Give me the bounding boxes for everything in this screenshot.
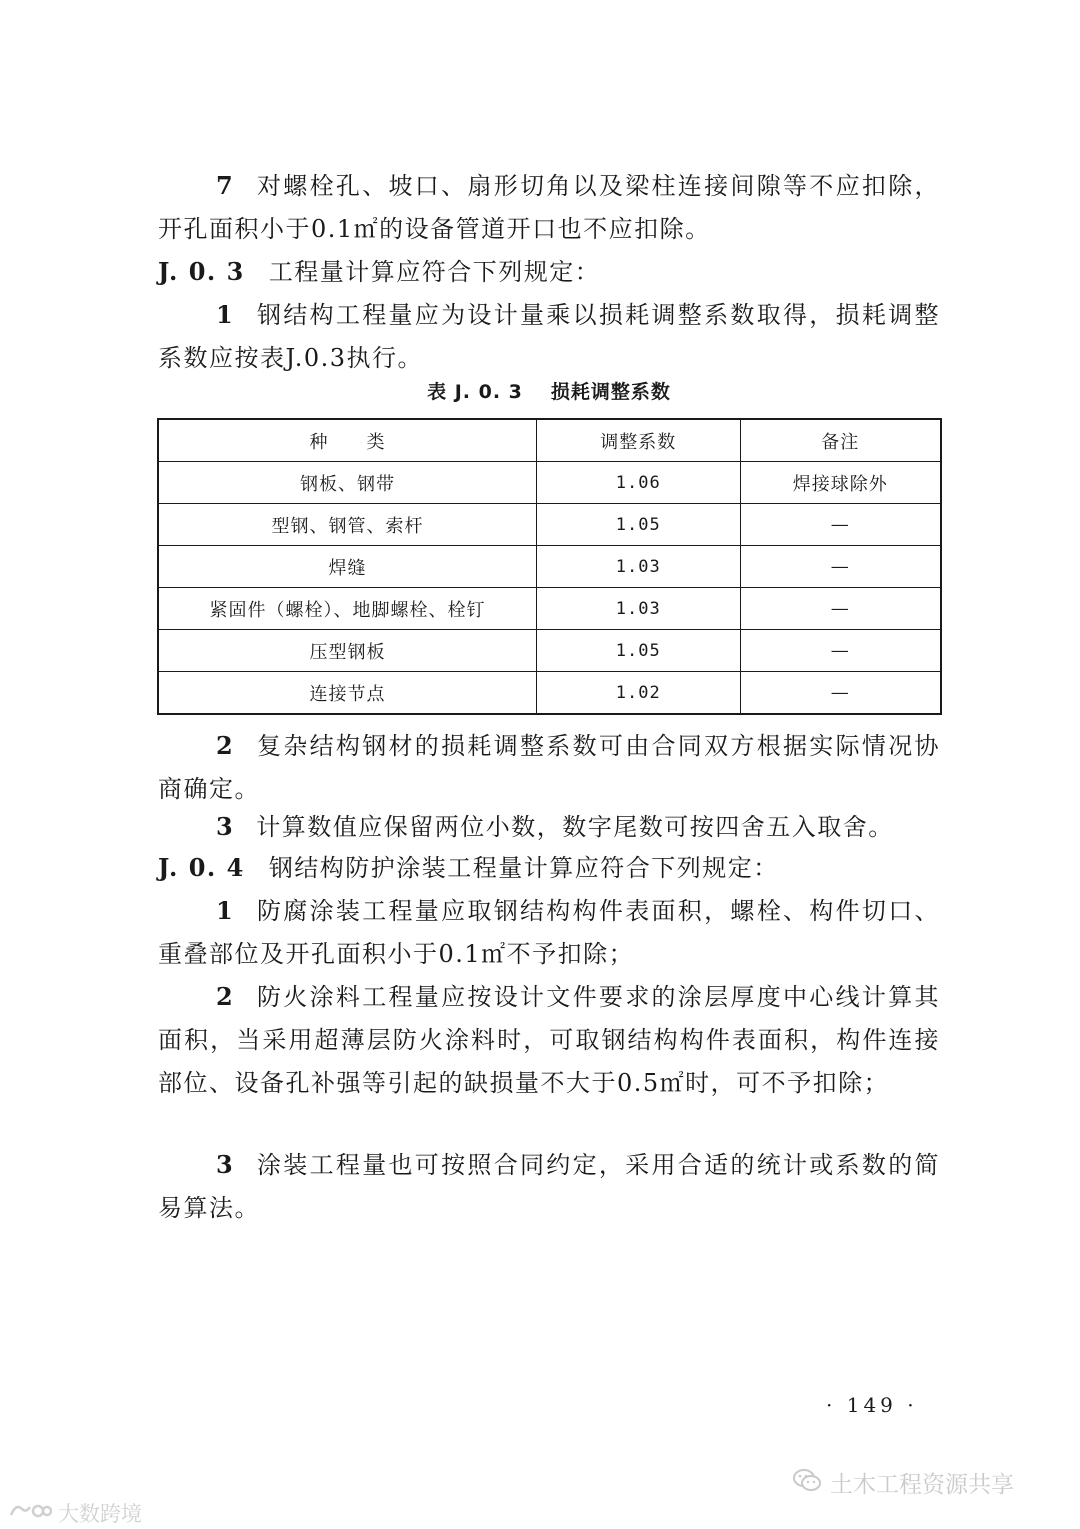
watermark-left: [8, 1498, 142, 1528]
clause-number: J. 0. 4: [158, 853, 245, 882]
cell-coefficient: 1.03: [537, 546, 741, 588]
table-row: [158, 504, 941, 546]
paragraph-j04-item-3: [158, 1143, 940, 1230]
table-row: [158, 588, 941, 630]
item-text: 复杂结构钢材的损耗调整系数可由合同双方根据实际情况协商确定。: [158, 732, 940, 803]
table-row: [158, 672, 941, 715]
header-type: 种 类: [158, 419, 537, 462]
clause-text: 工程量计算应符合下列规定：: [268, 258, 601, 286]
paragraph-j04-item-1: [158, 889, 940, 976]
item-number: 1: [216, 300, 235, 329]
item-text: 对螺栓孔、坡口、扇形切角以及梁柱连接间隙等不应扣除，开孔面积小于0.1㎡的设备管道开口也不应扣除。: [158, 172, 940, 243]
item-number: 3: [216, 1150, 235, 1179]
brand-logo-icon: [8, 1501, 52, 1526]
cell-type: 钢板、钢带: [158, 462, 537, 504]
cell-type: 连接节点: [158, 672, 537, 715]
table-caption-label: 表 J. 0. 3: [427, 381, 523, 403]
item-text: 钢结构工程量应为设计量乘以损耗调整系数取得，损耗调整系数应按表J.0.3执行。: [158, 301, 940, 372]
item-number: 2: [216, 731, 235, 760]
cell-remark: 焊接球除外: [740, 462, 941, 504]
cell-remark: —: [740, 588, 941, 630]
table-caption-title: 损耗调整系数: [550, 381, 671, 403]
watermark-right-text: 土木工程资源共享: [830, 1472, 1014, 1498]
item-number: 7: [216, 171, 235, 200]
cell-type: 紧固件（螺栓）、地脚螺栓、栓钉: [158, 588, 537, 630]
cell-remark: —: [740, 504, 941, 546]
cell-coefficient: 1.03: [537, 588, 741, 630]
page-number: · 149 ·: [826, 1393, 918, 1417]
table-row: [158, 462, 941, 504]
header-remark: 备注: [740, 419, 941, 462]
watermark-left-text: 大数跨境: [58, 1502, 142, 1526]
cell-remark: —: [740, 546, 941, 588]
paragraph-item-7: [158, 164, 940, 251]
item-number: 3: [216, 812, 235, 841]
cell-type: 焊缝: [158, 546, 537, 588]
item-number: 2: [216, 982, 235, 1011]
clause-j03: [158, 250, 940, 294]
item-text: 涂装工程量也可按照合同约定，采用合适的统计或系数的简易算法。: [158, 1151, 940, 1222]
table-header-row: [158, 419, 941, 462]
item-text: 防火涂料工程量应按设计文件要求的涂层厚度中心线计算其面积，当采用超薄层防火涂料时，可取钢结构构件表面积，构件连接部位、设备孔补强等引起的缺损量不大于0.5㎡时，可不予扣除；: [158, 983, 940, 1097]
item-text: 防腐涂装工程量应取钢结构构件表面积，螺栓、构件切口、重叠部位及开孔面积小于0.1㎡不予扣除；: [158, 897, 940, 968]
cell-coefficient: 1.02: [537, 672, 741, 715]
cell-coefficient: 1.06: [537, 462, 741, 504]
item-number: 1: [216, 896, 235, 925]
cell-coefficient: 1.05: [537, 504, 741, 546]
coefficient-table: [157, 418, 942, 715]
cell-coefficient: 1.05: [537, 630, 741, 672]
item-text: 计算数值应保留两位小数，数字尾数可按四舍五入取舍。: [256, 813, 894, 841]
paragraph-j03-item-2: [158, 724, 940, 811]
clause-text: 钢结构防护涂装工程量计算应符合下列规定：: [268, 854, 779, 882]
paragraph-j04-item-2: [158, 975, 940, 1105]
clause-j04: [158, 846, 940, 890]
cell-remark: —: [740, 672, 941, 715]
paragraph-j03-item-3: [158, 805, 940, 849]
cell-type: 型钢、钢管、索杆: [158, 504, 537, 546]
table-row: [158, 630, 941, 672]
paragraph-j03-item-1: [158, 293, 940, 380]
wechat-icon: [792, 1467, 822, 1499]
cell-type: 压型钢板: [158, 630, 537, 672]
header-coefficient: 调整系数: [537, 419, 741, 462]
cell-remark: —: [740, 630, 941, 672]
watermark-right: [792, 1466, 1014, 1499]
table-row: [158, 546, 941, 588]
clause-number: J. 0. 3: [158, 257, 245, 286]
table-caption: [158, 377, 940, 404]
